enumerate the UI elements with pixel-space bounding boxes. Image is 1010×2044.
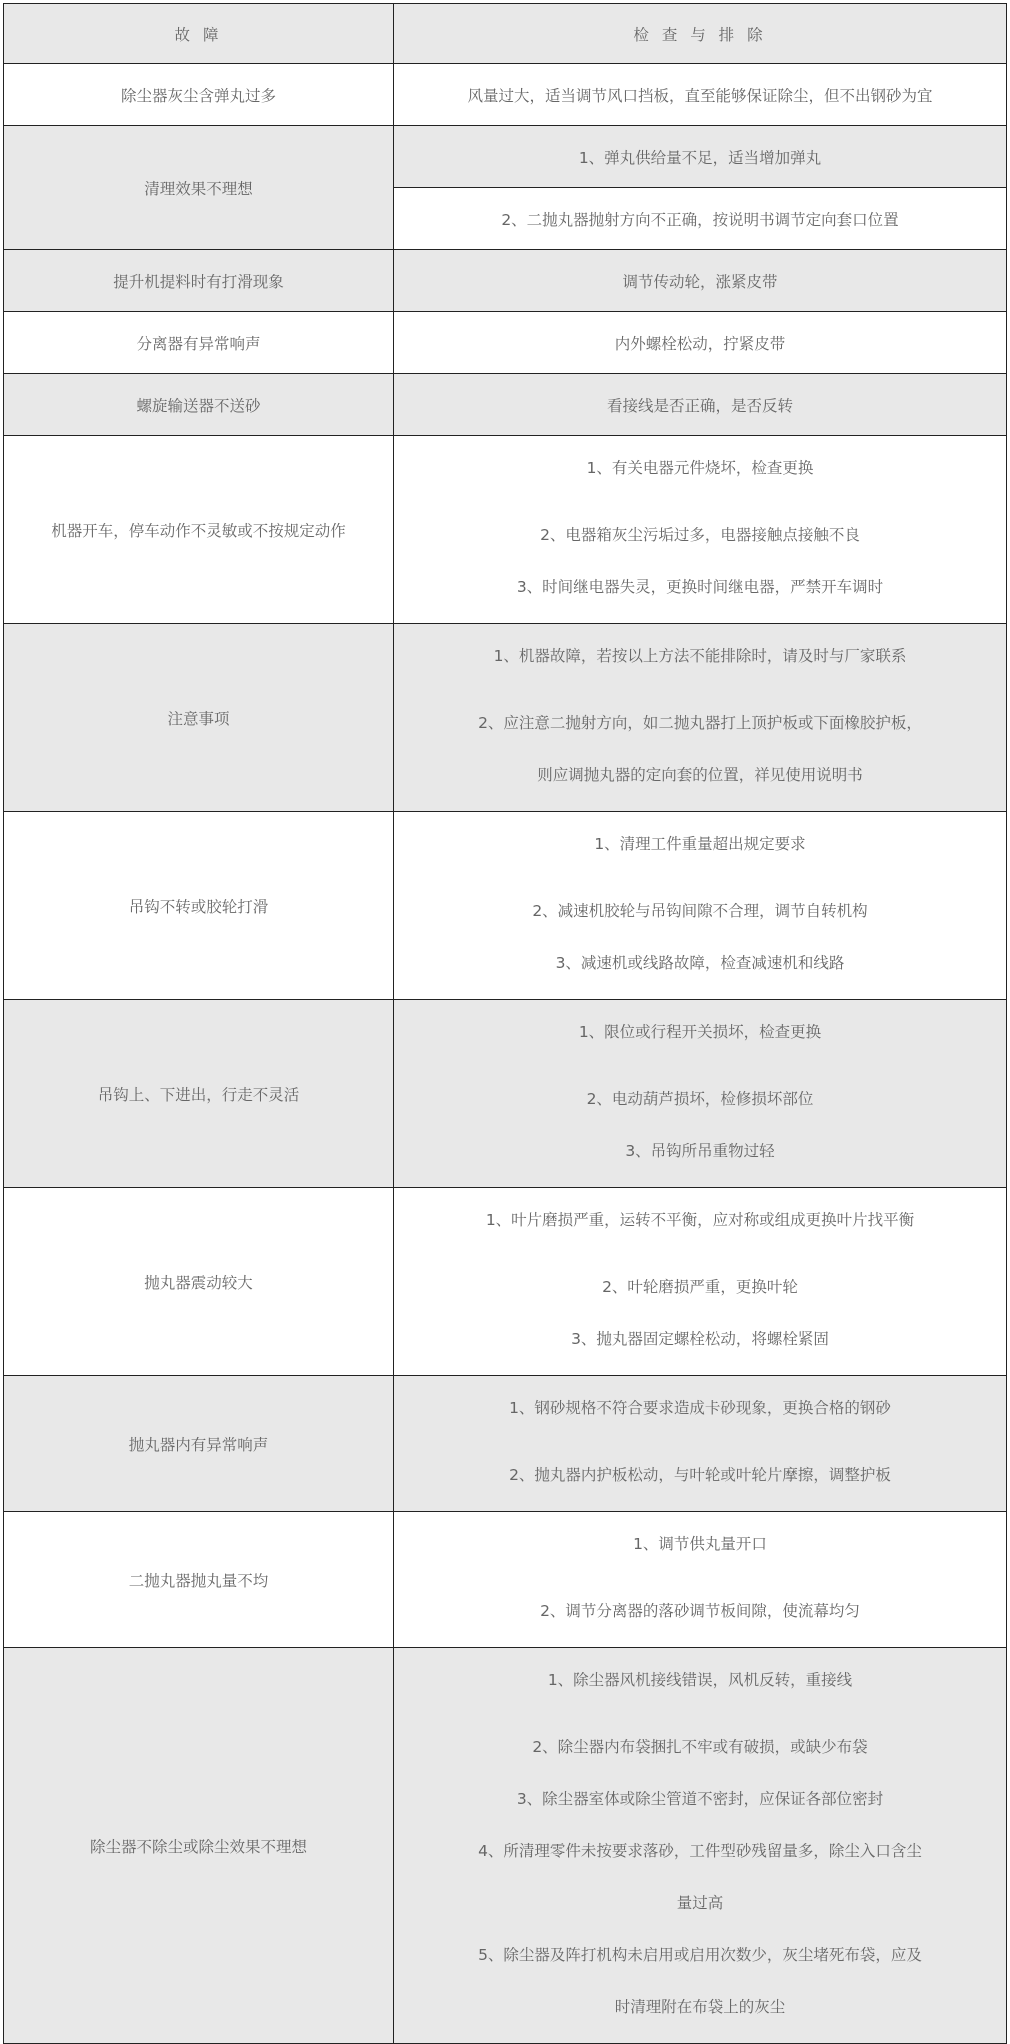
- fix-cell: [394, 624, 1007, 812]
- header-fault: 故 障: [4, 4, 394, 64]
- fault-cell: 除尘器灰尘含弹丸过多: [4, 64, 394, 126]
- table-row: [4, 812, 1007, 1000]
- table-row: [4, 1376, 1007, 1512]
- fix-cell: [394, 812, 1007, 1000]
- table-header-row: [4, 4, 1007, 64]
- fix-cell: 内外螺栓松动，拧紧皮带: [394, 312, 1007, 374]
- fix-line: 2、电器箱灰尘污垢过多，电器接触点接触不良: [540, 526, 860, 544]
- fix-line: 量过高: [676, 1894, 724, 1912]
- fix-line: 则应调抛丸器的定向套的位置，祥见使用说明书: [537, 766, 863, 784]
- fix-line: 2、调节分离器的落砂调节板间隙，使流幕均匀: [540, 1602, 860, 1620]
- fault-cell: 机器开车，停车动作不灵敏或不按规定动作: [4, 436, 394, 624]
- table-row: [4, 1188, 1007, 1376]
- fault-cell: 螺旋输送器不送砂: [4, 374, 394, 436]
- fix-cell: 风量过大，适当调节风口挡板，直至能够保证除尘，但不出钢砂为宜: [394, 64, 1007, 126]
- fault-cell: 分离器有异常响声: [4, 312, 394, 374]
- fault-cell: 清理效果不理想: [4, 126, 394, 250]
- fix-line: 1、清理工件重量超出规定要求: [594, 835, 806, 853]
- table-row: [4, 126, 1007, 188]
- fix-cell: 1、弹丸供给量不足，适当增加弹丸: [394, 126, 1007, 188]
- fix-cell: [394, 1188, 1007, 1376]
- fix-line: 时清理附在布袋上的灰尘: [614, 1998, 786, 2016]
- fix-cell: 调节传动轮，涨紧皮带: [394, 250, 1007, 312]
- fault-cell: 抛丸器内有异常响声: [4, 1376, 394, 1512]
- troubleshooting-table: [3, 3, 1007, 2044]
- fix-line: 1、有关电器元件烧坏，检查更换: [586, 459, 814, 477]
- table-row: [4, 250, 1007, 312]
- fix-cell: [394, 1376, 1007, 1512]
- fix-line: 1、除尘器风机接线错误，风机反转，重接线: [547, 1671, 853, 1689]
- fix-line: 1、叶片磨损严重，运转不平衡，应对称或组成更换叶片找平衡: [485, 1211, 915, 1229]
- fix-line: 1、调节供丸量开口: [633, 1535, 767, 1553]
- fix-line: 2、电动葫芦损坏，检修损坏部位: [586, 1090, 814, 1108]
- fix-cell: [394, 1512, 1007, 1648]
- fault-cell: 除尘器不除尘或除尘效果不理想: [4, 1648, 394, 2044]
- fix-cell: 2、二抛丸器抛射方向不正确，按说明书调节定向套口位置: [394, 188, 1007, 250]
- fix-line: 2、叶轮磨损严重，更换叶轮: [602, 1278, 798, 1296]
- fault-cell: 注意事项: [4, 624, 394, 812]
- fault-cell: 吊钩上、下进出，行走不灵活: [4, 1000, 394, 1188]
- fix-line: 3、吊钩所吊重物过轻: [625, 1142, 775, 1160]
- fix-line: 1、钢砂规格不符合要求造成卡砂现象，更换合格的钢砂: [509, 1399, 891, 1417]
- fix-line: 5、除尘器及阵打机构未启用或启用次数少，灰尘堵死布袋，应及: [478, 1946, 922, 1964]
- table-row: [4, 1000, 1007, 1188]
- fault-cell: 二抛丸器抛丸量不均: [4, 1512, 394, 1648]
- fix-line: 2、除尘器内布袋捆扎不牢或有破损，或缺少布袋: [532, 1738, 868, 1756]
- table-row: [4, 624, 1007, 812]
- fix-line: 2、抛丸器内护板松动，与叶轮或叶轮片摩擦，调整护板: [509, 1466, 891, 1484]
- fix-line: 3、除尘器室体或除尘管道不密封，应保证各部位密封: [516, 1790, 884, 1808]
- fix-line: 1、机器故障，若按以上方法不能排除时，请及时与厂家联系: [493, 647, 907, 665]
- fault-cell: 抛丸器震动较大: [4, 1188, 394, 1376]
- header-inspection-fix: 检 查 与 排 除: [394, 4, 1007, 64]
- table-row: [4, 64, 1007, 126]
- fix-line: 3、时间继电器失灵，更换时间继电器，严禁开车调时: [516, 578, 884, 596]
- table-row: [4, 312, 1007, 374]
- fix-line: 2、减速机胶轮与吊钩间隙不合理，调节自转机构: [532, 902, 868, 920]
- table-body: [4, 64, 1007, 2044]
- fix-cell: [394, 436, 1007, 624]
- table-row: [4, 374, 1007, 436]
- fix-line: 2、应注意二抛射方向，如二抛丸器打上顶护板或下面橡胶护板，: [478, 714, 922, 732]
- fix-line: 4、所清理零件未按要求落砂，工件型砂残留量多，除尘入口含尘: [478, 1842, 922, 1860]
- fix-line: 3、减速机或线路故障，检查减速机和线路: [555, 954, 845, 972]
- table-row: [4, 436, 1007, 624]
- fix-cell: [394, 1648, 1007, 2044]
- fix-line: 1、限位或行程开关损坏，检查更换: [578, 1023, 822, 1041]
- troubleshooting-sheet: [3, 3, 1006, 2044]
- fix-cell: [394, 1000, 1007, 1188]
- table-row: [4, 1648, 1007, 2044]
- fault-cell: 提升机提料时有打滑现象: [4, 250, 394, 312]
- fault-cell: 吊钩不转或胶轮打滑: [4, 812, 394, 1000]
- fix-cell: 看接线是否正确，是否反转: [394, 374, 1007, 436]
- table-row: [4, 1512, 1007, 1648]
- fix-line: 3、抛丸器固定螺栓松动，将螺栓紧固: [571, 1330, 829, 1348]
